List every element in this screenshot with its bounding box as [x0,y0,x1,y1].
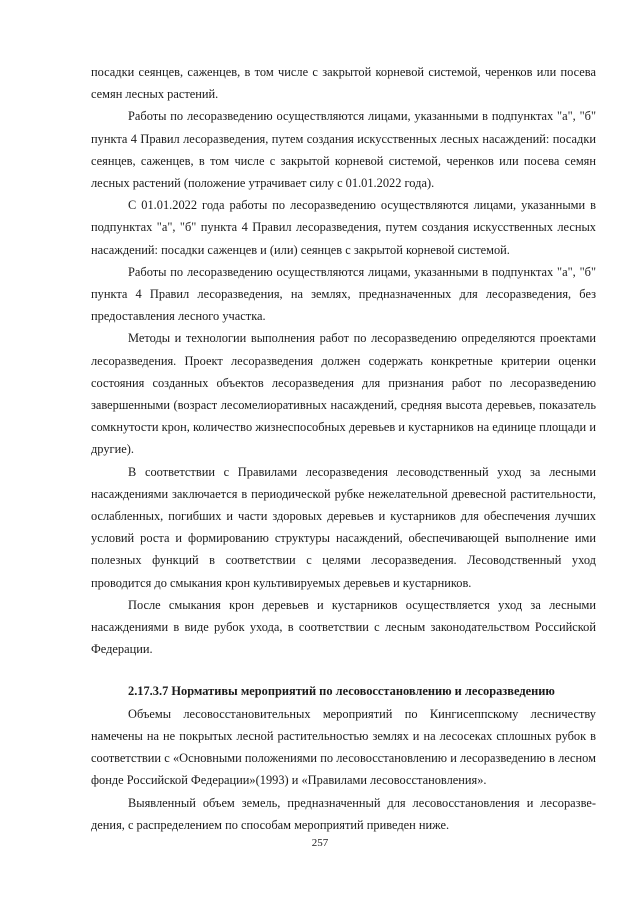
section-heading: 2.17.3.7 Нормативы мероприятий по лесовосстановлению и лесоразведению [128,684,555,699]
paragraph: В соответствии с Правилами лесоразведения лесоводственный уход за лесными насаждениями заключается в периодической рубке нежелательной древесной растительности, ослабленных, погибших и части здоровых деревьев и кустарников для обеспечения лучших условий роста и формированию структуры насаждений, обеспечивающей выполнение ими полезных функций в соответствии с целями лесоразведения. Лесоводственный уход проводится до смыкания крон культивируемых деревьев и кустарников. [91,464,596,590]
paragraph: Работы по лесоразведению осуществляются лицами, указанными в подпунктах "а", "б" пункта 4 Правил лесоразведения, на землях, предназначенных для лесоразведения, без предоставления лесного участка. [91,264,596,324]
paragraph: С 01.01.2022 года работы по лесоразведению осуществляются лицами, указанными в подпунктах "а", "б" пункта 4 Правил лесоразведения, путем создания искусственных лесных насаждений: посадки саженцев и (или) сеянцев с закрытой корневой системой. [91,198,596,257]
document-body [91,61,596,836]
paragraph: посадки сеянцев, саженцев, в том числе с закрытой корневой системой, черенков или посева семян лесных растений. [91,65,596,102]
paragraph: После смыкания крон деревьев и кустарников осуществляется уход за лесными насаждениями в виде рубок ухода, в соответствии с лесным законодательством Российской Федерации. [91,597,596,657]
page-number: 257 [311,837,329,849]
paragraph: Работы по лесоразведению осуществляются лицами, указанными в подпунктах "а", "б" пункта 4 Правил лесоразведения, путем создания искусственных лесных насаждений: посадки сеянцев, саженцев, в том числе с закрытой корневой системой, черенков или посева семян лесных растений (положение утрачивает силу с 01.01.2022 года). [91,109,596,191]
paragraph: Выявленный объем земель, предназначенный для лесовосстановления и лесоразведения, с распределением по способам мероприятий приведен ниже. [91,795,596,832]
paragraph: Объемы лесовосстановительных мероприятий по Кингисеппскому лесничеству намечены на не покрытых лесной растительностью землях и на лесосеках сплошных рубок в соответствии с «Основными положениями по лесовосстановлению и лесоразведению в лесном фонде Российской Федерации»(1993) и «Правилами лесовосстановления». [91,706,596,788]
paragraph: Методы и технологии выполнения работ по лесоразведению определяются проектами лесоразведения. Проект лесоразведения должен содержать конкретные критерии оценки состояния созданных объектов лесоразведения для признания работ по лесоразведению завершенными (возраст лесомелиоративных насаждений, средняя высота деревьев, показатель сомкнутости крон, количество жизнеспособных деревьев и кустарников на единице площади и другие). [91,331,596,457]
